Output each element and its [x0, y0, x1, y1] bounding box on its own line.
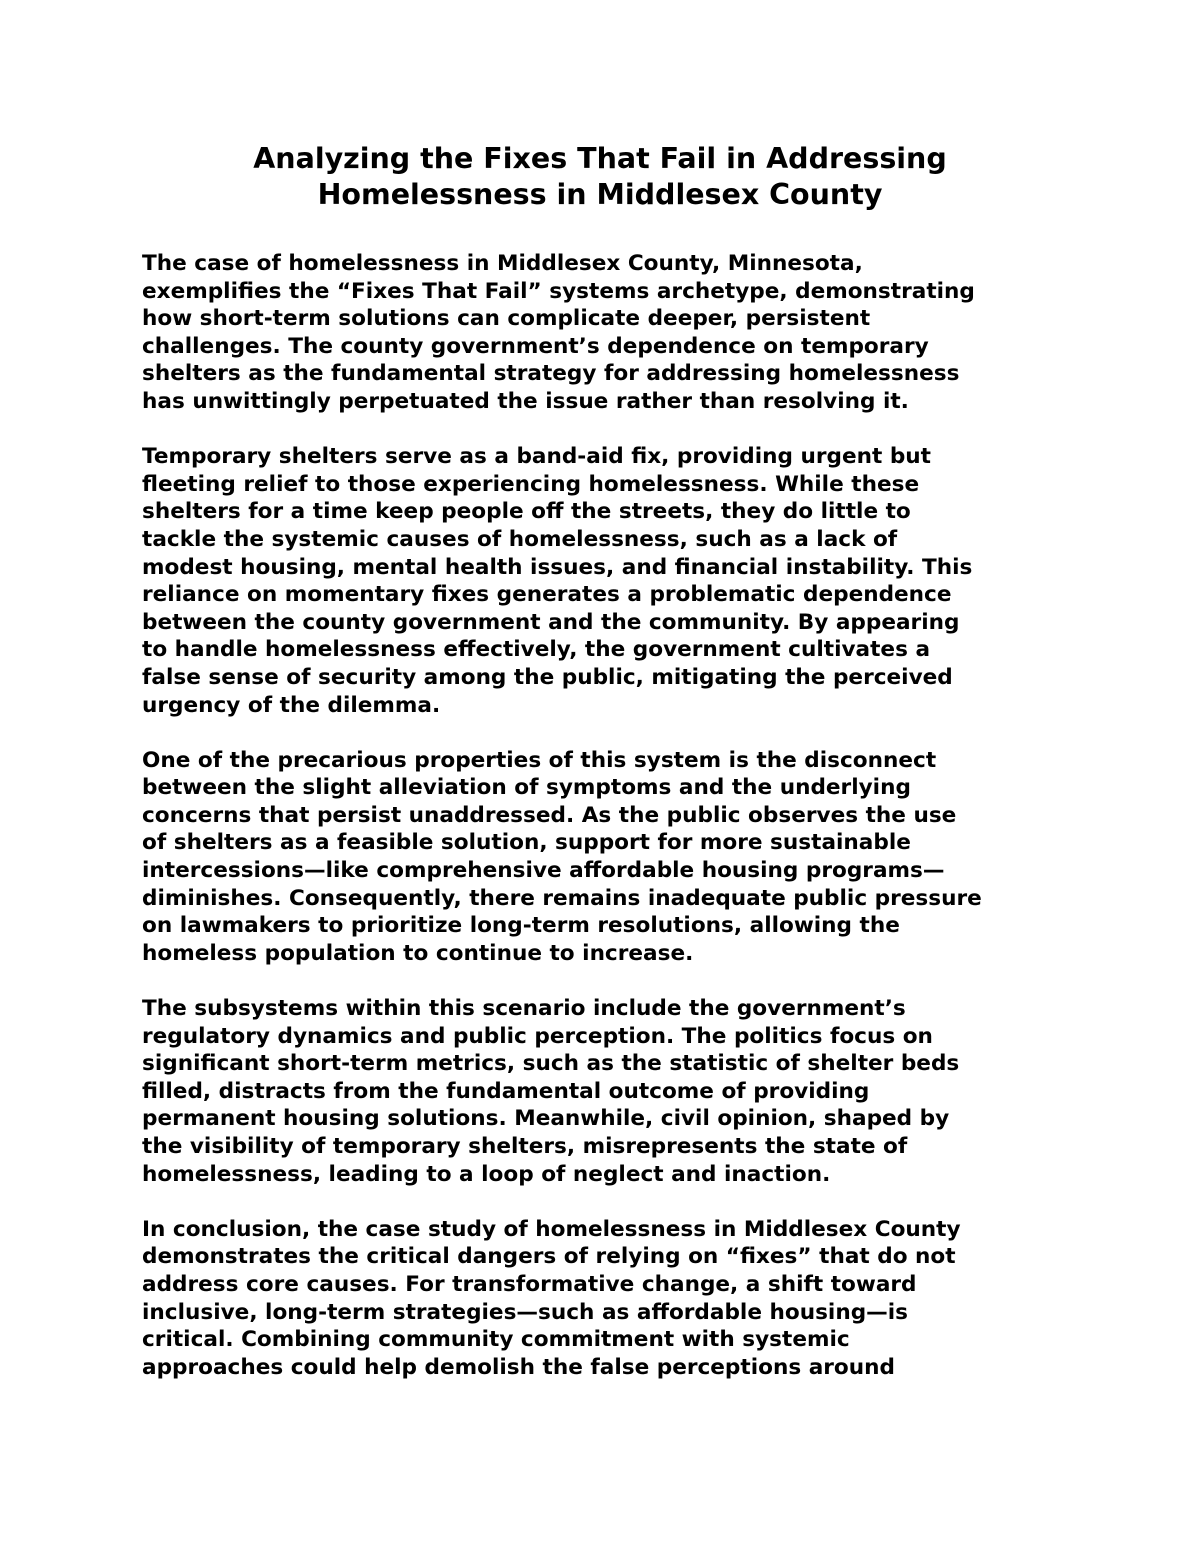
text-line: intercessions—like comprehensive affordable housing programs— [142, 858, 945, 884]
text-line: regulatory dynamics and public perception. The politics focus on [142, 1023, 933, 1049]
text-line: on lawmakers to prioritize long-term resolutions, allowing the [142, 913, 900, 939]
text-line: fleeting relief to those experiencing homelessness. While these [142, 471, 920, 497]
text-line: the visibility of temporary shelters, misrepresents the state of [142, 1134, 908, 1159]
paragraph-5 [142, 1216, 1072, 1382]
text-line: filled, distracts from the fundamental outcome of providing [142, 1078, 870, 1104]
document-body [142, 250, 1072, 1409]
text-line: diminishes. Consequently, there remains inadequate public pressure [142, 885, 982, 911]
text-line: In conclusion, the case study of homelessness in Middlesex County [142, 1216, 961, 1242]
text-line: One of the precarious properties of this system is the disconnect [142, 747, 937, 773]
text-line: homelessness, leading to a loop of neglect and inaction. [142, 1161, 831, 1187]
text-line: challenges. The county government’s dependence on temporary [142, 333, 929, 359]
text-line: between the county government and the community. By appearing [142, 609, 960, 635]
text-line: how short-term solutions can complicate deeper, persistent [142, 306, 871, 332]
text-line: to handle homelessness effectively, the government cultivates a [142, 637, 931, 663]
text-line: inclusive, long-term strategies—such as affordable housing—is [142, 1299, 908, 1325]
paragraph-1 [142, 250, 1072, 416]
text-line: urgency of the dilemma. [142, 692, 441, 718]
text-line: The subsystems within this scenario include the government’s [142, 996, 906, 1022]
text-line: tackle the systemic causes of homelessness, such as a lack of [142, 526, 898, 552]
text-line: permanent housing solutions. Meanwhile, civil opinion, shaped by [142, 1106, 950, 1132]
text-line: reliance on momentary fixes generates a problematic dependence [142, 582, 952, 608]
text-line: between the slight alleviation of symptoms and the underlying [142, 775, 911, 801]
paragraph-3 [142, 747, 1072, 968]
paragraph-2 [142, 443, 1072, 719]
text-line: false sense of security among the public, mitigating the perceived [142, 664, 953, 690]
text-line: The case of homelessness in Middlesex County, Minnesota, [142, 251, 863, 276]
text-line: Temporary shelters serve as a band-aid fix, providing urgent but [142, 444, 931, 470]
text-line: address core causes. For transformative change, a shift toward [142, 1271, 917, 1297]
document-title [0, 141, 1200, 213]
text-line: exemplifies the “Fixes That Fail” systems archetype, demonstrating [142, 278, 975, 304]
text-line: demonstrates the critical dangers of relying on “fixes” that do not [142, 1244, 956, 1270]
text-line: of shelters as a feasible solution, support for more sustainable [142, 830, 911, 856]
text-line: homeless population to continue to increase. [142, 940, 694, 966]
text-line: shelters for a time keep people off the streets, they do little to [142, 499, 911, 525]
text-line: significant short-term metrics, such as the statistic of shelter beds [142, 1051, 960, 1077]
title-line-1: Analyzing the Fixes That Fail in Addressing [253, 142, 947, 175]
text-line: modest housing, mental health issues, and financial instability. This [142, 554, 973, 580]
title-line-2: Homelessness in Middlesex County [317, 178, 883, 211]
text-line: has unwittingly perpetuated the issue rather than resolving it. [142, 388, 909, 414]
paragraph-4 [142, 995, 1072, 1188]
text-line: shelters as the fundamental strategy for addressing homelessness [142, 361, 960, 387]
text-line: concerns that persist unaddressed. As the public observes the use [142, 802, 957, 828]
text-line: critical. Combining community commitment with systemic [142, 1327, 850, 1353]
text-line: approaches could help demolish the false perceptions around [142, 1354, 895, 1380]
